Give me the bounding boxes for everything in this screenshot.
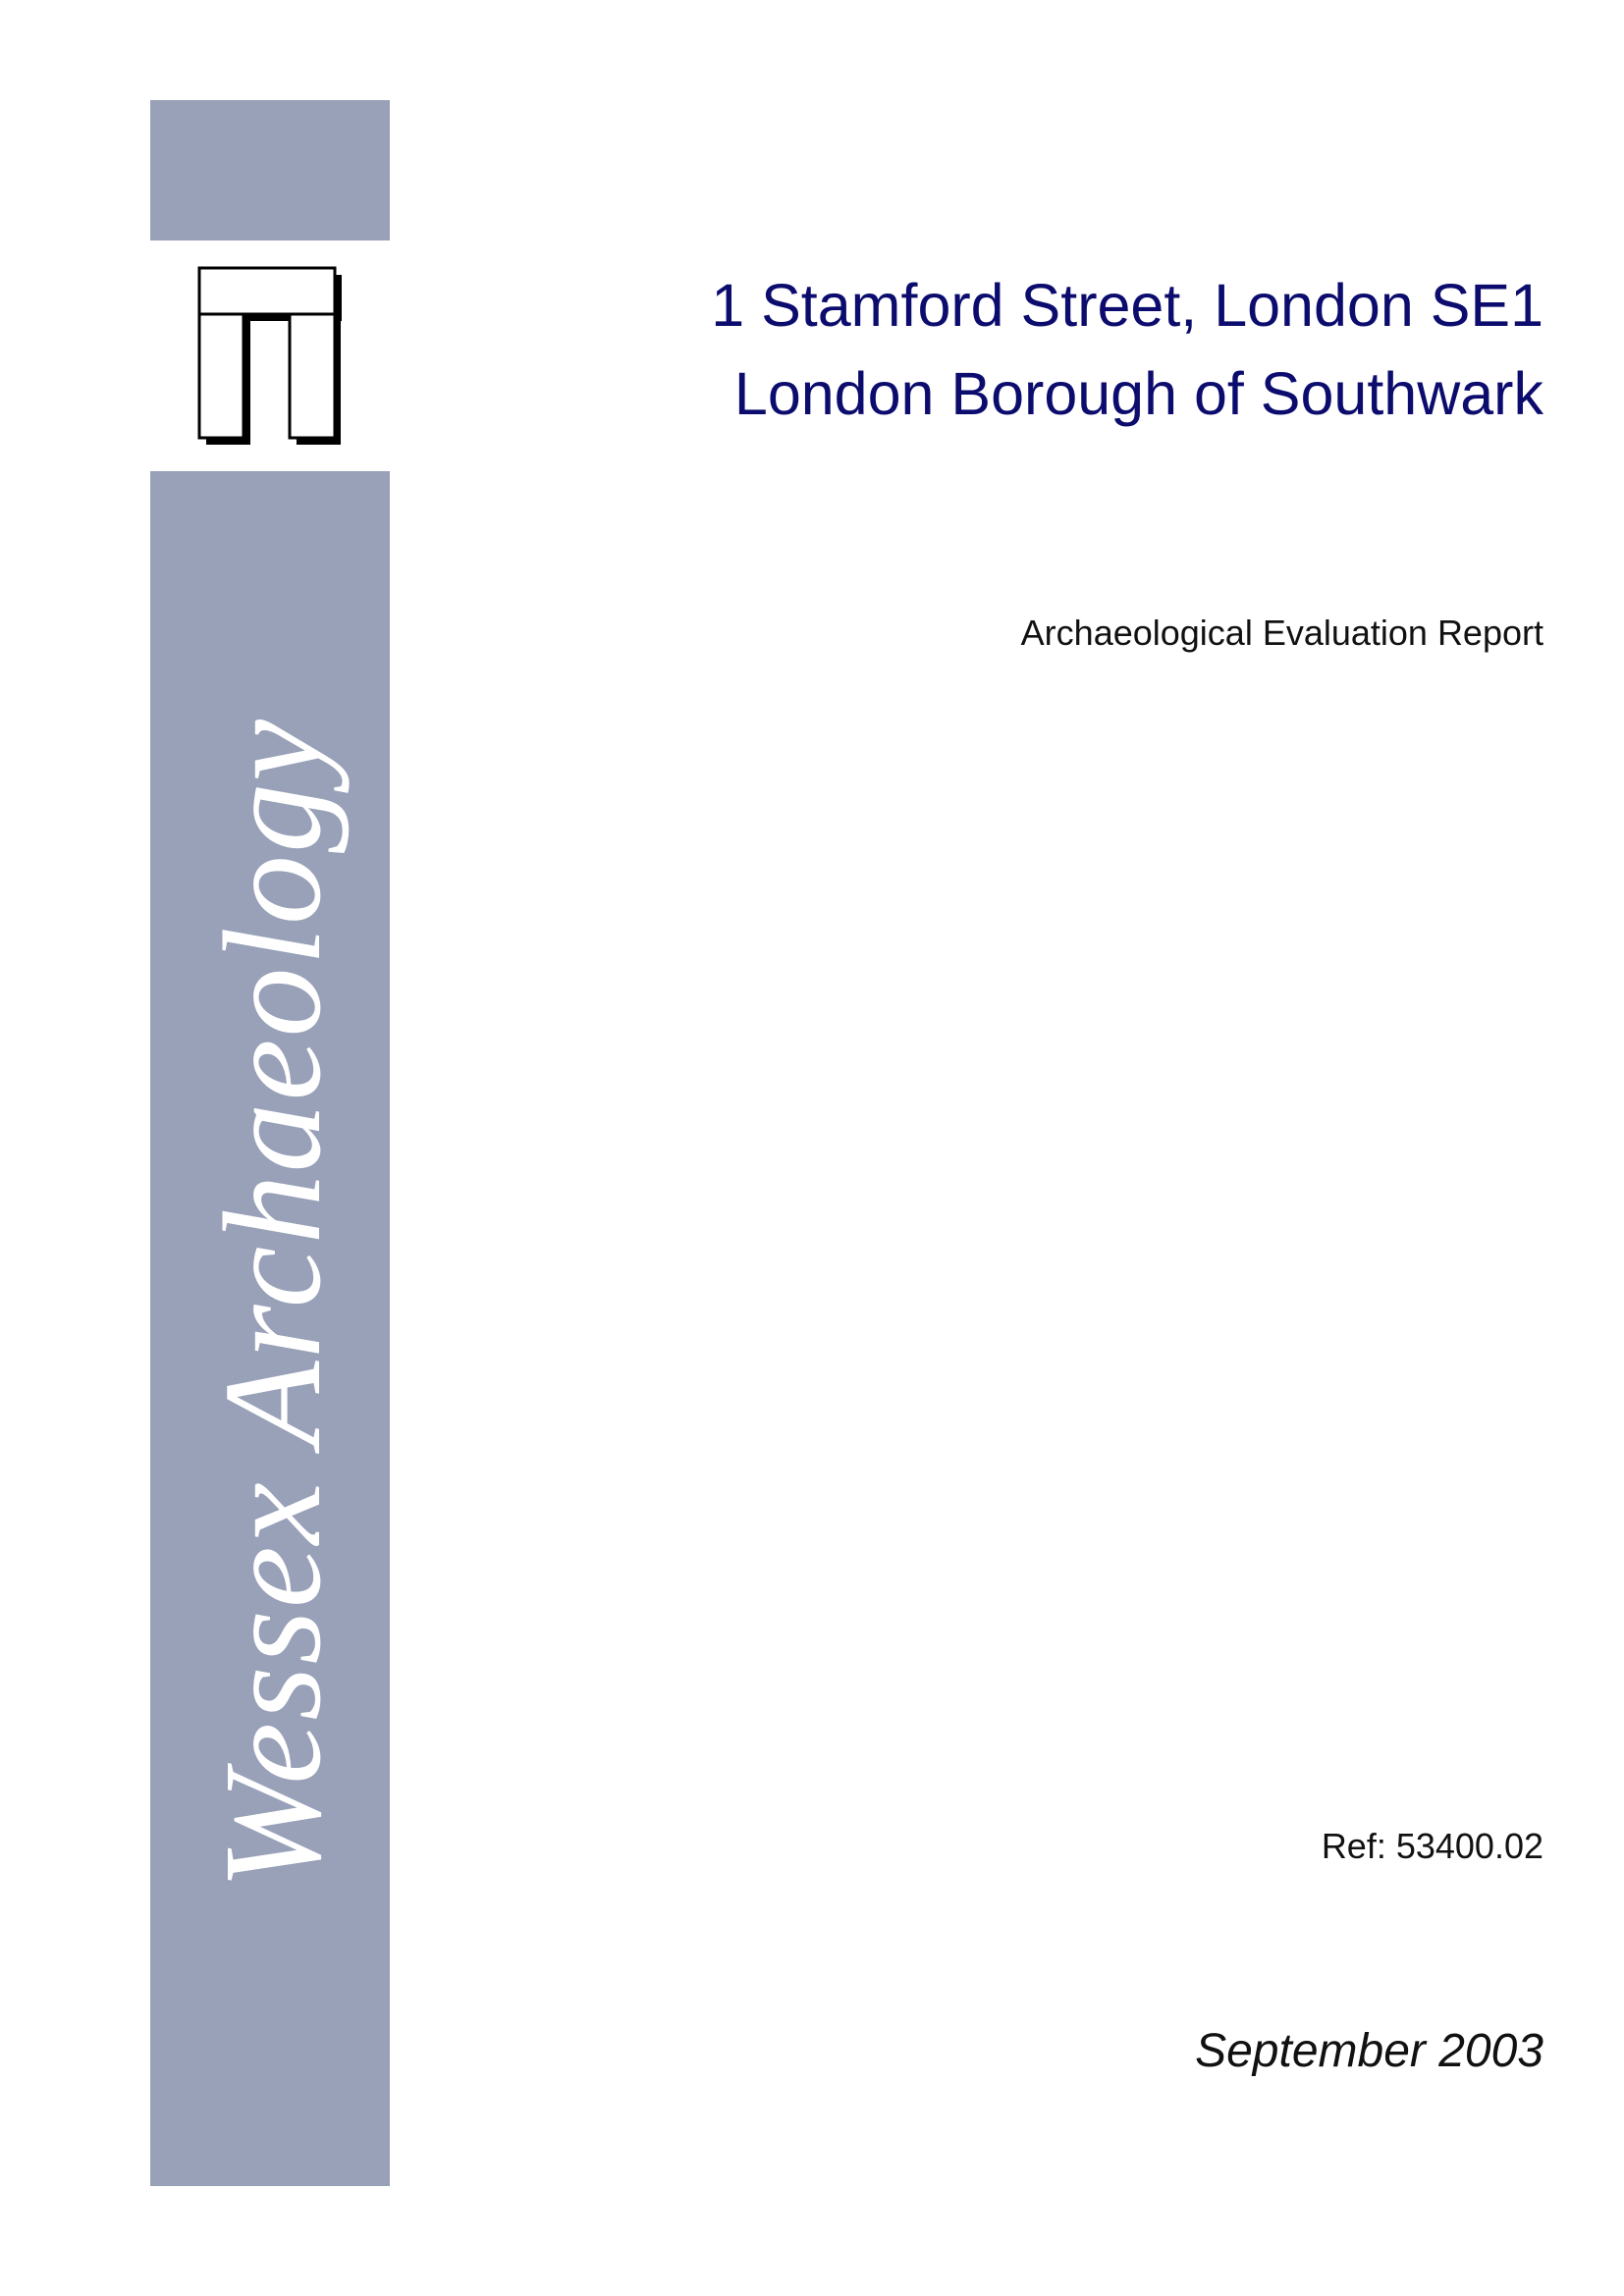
site-title: 1 Stamford Street, London SE1 bbox=[711, 272, 1543, 339]
trilithon-logo-icon bbox=[196, 265, 353, 452]
report-type: Archaeological Evaluation Report bbox=[1020, 613, 1543, 653]
brand-bar-top bbox=[150, 100, 390, 240]
report-date: September 2003 bbox=[1195, 2025, 1543, 2077]
borough-title: London Borough of Southwark bbox=[733, 360, 1543, 427]
reference-number: Ref: 53400.02 bbox=[1321, 1826, 1543, 1866]
brand-name: Wessex Archaeology bbox=[194, 717, 350, 1891]
